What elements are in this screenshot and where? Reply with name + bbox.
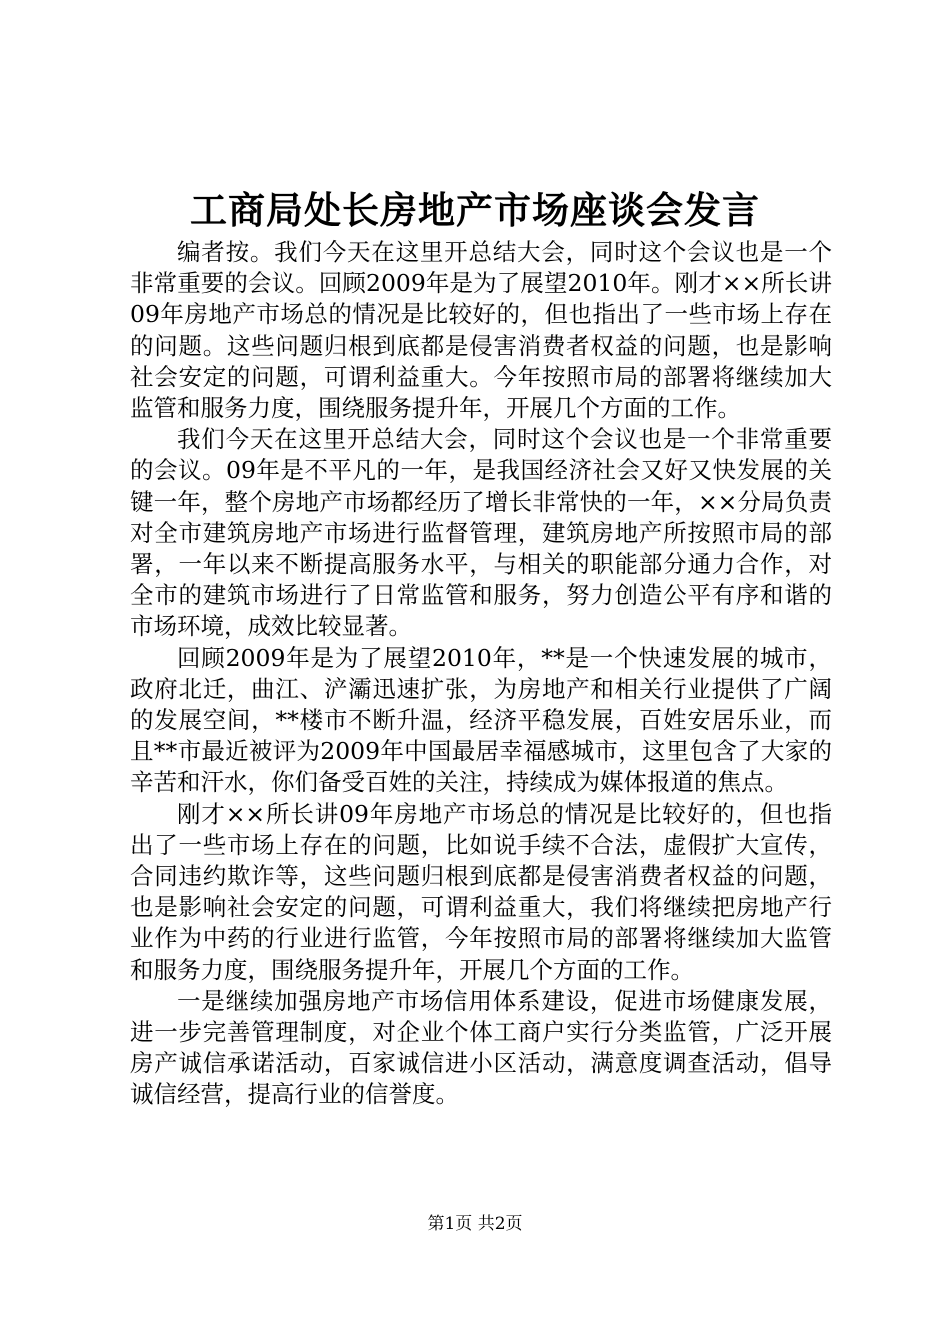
paragraph-1: 编者按。我们今天在这里开总结大会，同时这个会议也是一个非常重要的会议。回顾2009年是为了展望2010年。刚才××所长讲09年房地产市场总的情况是比较好的，但也指出了一些市场上存在的问题。这些问题归根到底都是侵害消费者权益的问题，也是影响社会安定的问题，可谓利益重大。今年按照市局的部署将继续加大监管和服务力度，围绕服务提升年，开展几个方面的工作。	[130, 238, 832, 423]
paragraph-5: 一是继续加强房地产市场信用体系建设，促进市场健康发展，进一步完善管理制度，对企业个体工商户实行分类监管，广泛开展房产诚信承诺活动，百家诚信进小区活动，满意度调查活动，倡导诚信经营，提高行业的信誉度。	[130, 986, 832, 1109]
page-footer: 第1页 共2页	[427, 1214, 523, 1234]
document-title: 工商局处长房地产市场座谈会发言	[190, 188, 760, 232]
paragraph-4: 刚才××所长讲09年房地产市场总的情况是比较好的，但也指出了一些市场上存在的问题，比如说手续不合法，虚假扩大宣传，合同违约欺诈等，这些问题归根到底都是侵害消费者权益的问题，也是影响社会安定的问题，可谓利益重大，我们将继续把房地产行业作为中药的行业进行监管，今年按照市局的部署将继续加大监管和服务力度，围绕服务提升年，开展几个方面的工作。	[130, 799, 832, 984]
paragraph-2: 我们今天在这里开总结大会，同时这个会议也是一个非常重要的会议。09年是不平凡的一年，是我国经济社会又好又快发展的关键一年，整个房地产市场都经历了增长非常快的一年，××分局负责对全市建筑房地产市场进行监督管理，建筑房地产所按照市局的部署，一年以来不断提高服务水平，与相关的职能部分通力合作，对全市的建筑市场进行了日常监管和服务，努力创造公平有序和谐的市场环境，成效比较显著。	[130, 425, 832, 641]
paragraph-3: 回顾2009年是为了展望2010年，**是一个快速发展的城市，政府北迁，曲江、浐灞迅速扩张，为房地产和相关行业提供了广阔的发展空间，**楼市不断升温，经济平稳发展，百姓安居乐业，而且**市最近被评为2009年中国最居幸福感城市，这里包含了大家的辛苦和汗水，你们备受百姓的关注，持续成为媒体报道的焦点。	[130, 643, 832, 797]
document-body	[130, 237, 832, 1111]
